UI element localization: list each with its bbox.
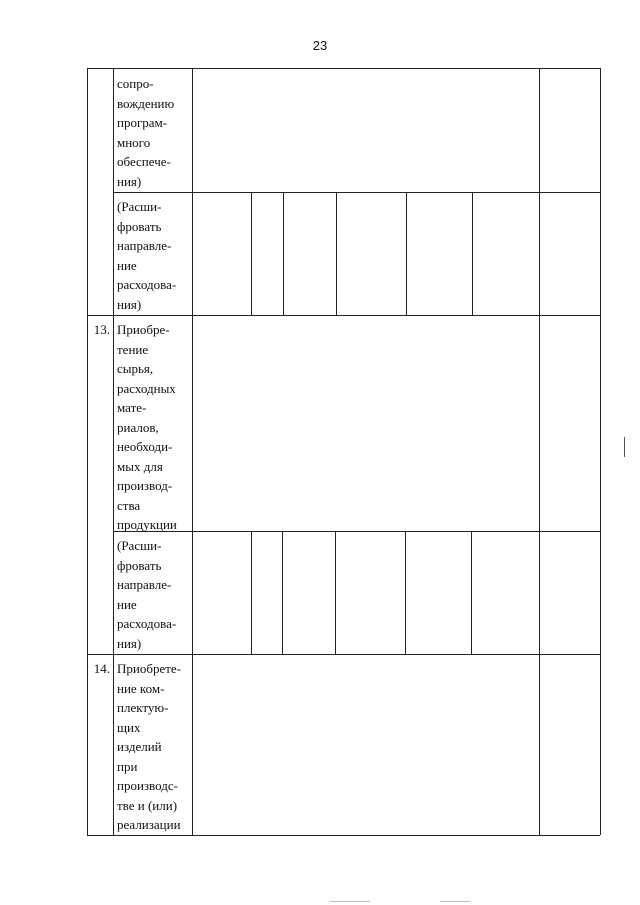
subcolumn-border <box>335 531 336 654</box>
page-number: 23 <box>312 38 328 53</box>
table-border-right <box>600 68 601 835</box>
row-number: 14. <box>93 661 110 676</box>
table-border-left <box>87 68 88 835</box>
subcolumn-border <box>336 192 337 315</box>
subcolumn-border <box>251 531 252 654</box>
scan-mark <box>330 901 370 902</box>
subcolumn-border <box>472 192 473 315</box>
row-detail-cell: (Расши- фровать направле- ние расходова- ния) <box>117 199 177 312</box>
row-name-cell: Приобрете- ние ком- плектую- щих изделий при производс- тве и (или) реализации <box>117 661 182 832</box>
subcolumn-border <box>405 531 406 654</box>
table-border-bottom <box>87 835 600 836</box>
scan-mark <box>440 901 470 902</box>
subcolumn-border <box>282 531 283 654</box>
total-column-border <box>539 68 540 835</box>
row-name-cell: Приобре- тение сырья, расходных мате- риалов, необходи- мых для производ- ства продукции <box>117 322 177 532</box>
row-divider <box>87 654 600 655</box>
row-divider <box>87 315 600 316</box>
subcolumn-border <box>283 192 284 315</box>
subcolumn-border <box>251 192 252 315</box>
row-name-cell: сопро- вождению програм- много обеспече- ния) <box>117 76 175 189</box>
table-border-top <box>87 68 600 69</box>
subcolumn-border <box>406 192 407 315</box>
number-column-border <box>113 68 114 835</box>
scan-mark <box>624 437 625 457</box>
name-column-border <box>192 68 193 835</box>
row-divider <box>113 531 600 532</box>
row-divider <box>113 192 600 193</box>
subcolumn-border <box>471 531 472 654</box>
row-number: 13. <box>93 322 110 337</box>
row-detail-cell: (Расши- фровать направле- ние расходова- ния) <box>117 538 177 651</box>
